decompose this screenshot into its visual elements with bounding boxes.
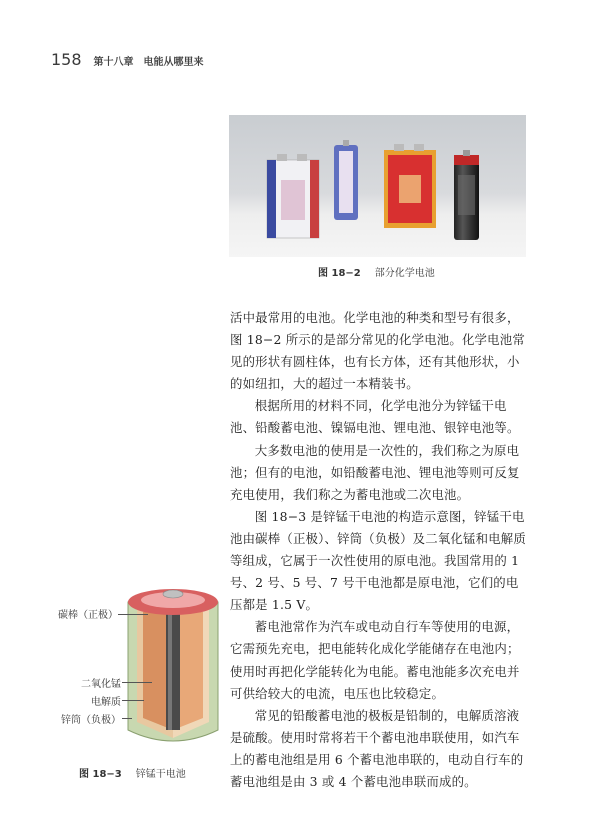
paragraph: 图 18−3 是锌锰干电池的构造示意图，锌锰干电池由碳棒（正极）、锌筒（负极）及二氧化锰和电解质等组成，它属于一次性使用的原电池。我国常用的 1 号、2 号、5 号、7 号干电池都是原电池，它们的电压都是 1.5 V。 xyxy=(230,508,526,613)
leader-line xyxy=(122,700,144,701)
batteries-photo xyxy=(229,115,526,257)
body-text xyxy=(230,307,528,793)
label-carbon-rod: 碳棒（正极） xyxy=(58,610,118,621)
battery-cylinder-black xyxy=(454,150,479,240)
paragraph: 蓄电池常作为汽车或电动自行车等使用的电源，它需预先充电，把电能转化成化学能储存在电池内；使用时再把化学能转化为电能。蓄电池能多次充电并可供给较大的电流，电压也比较稳定。 xyxy=(230,619,520,701)
figure-title: 锌锰干电池 xyxy=(135,769,186,780)
figure-number: 图 18−3 xyxy=(79,769,122,780)
figure-18-3-caption xyxy=(79,765,186,780)
leader-line xyxy=(118,614,148,615)
paragraph: 大多数电池的使用是一次性的，我们称之为原电池；但有的电池，如铅酸蓄电池、锂电池等则可反复充电使用，我们称之为蓄电池或二次电池。 xyxy=(230,442,520,502)
dry-cell-diagram xyxy=(123,580,223,755)
chapter-title: 第十八章 电能从哪里来 xyxy=(93,57,204,68)
paragraph: 活中最常用的电池。化学电池的种类和型号有很多，图 18−2 所示的是部分常见的化学电池。化学电池常见的形状有圆柱体，也有长方体，还有其他形状，小的如纽扣，大的超过一本精装书。 xyxy=(230,310,525,392)
paragraph: 常见的铅酸蓄电池的极板是铅制的，电解质溶液是硫酸。使用时常将若干个蓄电池串联使用，如汽车上的蓄电池组是用 6 个蓄电池串联的，电动自行车的蓄电池组是由 3 或 4 个蓄电池串联而成的。 xyxy=(230,707,524,789)
battery-9v-red xyxy=(384,144,436,228)
page-number: 158 xyxy=(51,50,82,69)
figure-18-2-caption xyxy=(318,264,435,279)
battery-aa-blue xyxy=(334,140,358,220)
figure-number: 图 18−2 xyxy=(318,268,361,279)
page-header xyxy=(51,50,204,69)
paragraph: 根据所用的材料不同，化学电池分为锌锰干电池、铅酸蓄电池、镍镉电池、锂电池、银锌电池等。 xyxy=(230,398,520,436)
label-electrolyte: 电解质 xyxy=(91,697,121,708)
label-zinc-can: 锌筒（负极） xyxy=(61,715,121,726)
battery-9v-white xyxy=(267,154,319,238)
leader-line xyxy=(122,682,152,683)
label-manganese-dioxide: 二氧化锰 xyxy=(81,679,121,690)
leader-line xyxy=(122,718,132,719)
figure-title: 部分化学电池 xyxy=(374,268,435,279)
